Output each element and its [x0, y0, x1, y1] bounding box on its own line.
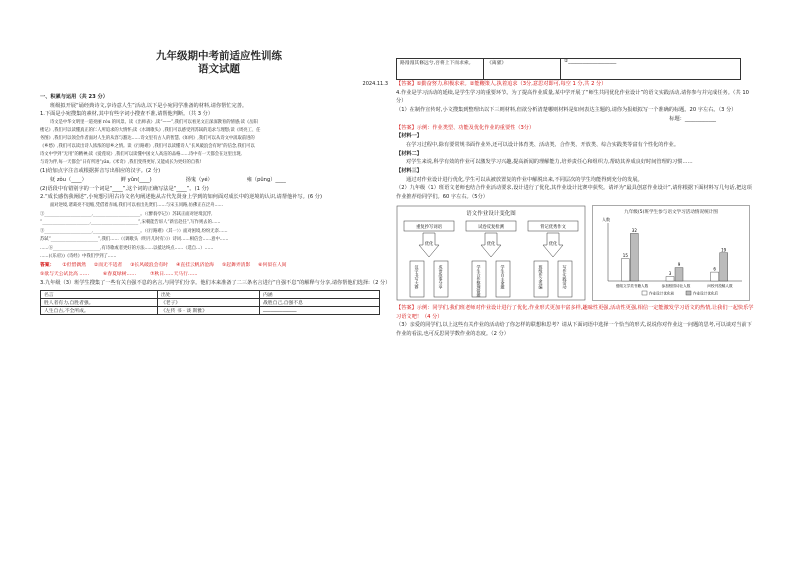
question-2-heading: 2.“成长感伤我阐述”,小宛想引用古诗文名句阐述他从古代先贤身上学到的如何面对成长中的逆境的认识,请帮他补写。(6 分) [40, 194, 322, 201]
figures-row [396, 205, 756, 301]
passage-line: 诗文中学到“无用”的精神;读《爱莲说》,我们可以读懂中国文人高洁的品格……诗中有一天都会在这里出现, [40, 152, 242, 158]
legend-label: 作业设计优化后 [693, 291, 719, 296]
diagram-arrow-label: 优化 [486, 241, 496, 247]
material-text: 对学生来说,科学有效的作业可以激发学习兴趣,提高新闻的理解能力,培养责任心和组织力,帮助其养成良好时间管理的习惯…… [406, 159, 693, 166]
question-4-sub3: （3）亲爱的同学们,以上这些有关作业的活动给了你怎样的联想和思考？请从下面词语中选择一个恰当的形式,说说你对作业这一问题的思考,可以谈对当前下作业的看法,也可反思同学数作业的态度。（2 分） [396, 322, 752, 337]
chart-category-label: 借阅文学类书籍人数 [615, 283, 649, 288]
diagram-top-text: 背记优秀作文 [540, 224, 566, 230]
table-row [397, 59, 741, 80]
table-cell: 战胜自己,自强不息 [260, 299, 380, 307]
answer-item: ⑦秋日……天马行…… [150, 271, 198, 277]
table-header-row [41, 291, 380, 299]
answer-text: 【答案】①勤奋努力,积极求索。②能鞭策人,执着追求（3分,意思对即可,每空 1 分,共 2 分） [396, 81, 607, 87]
diagram-top-text: 试卷反复检测 [478, 224, 504, 230]
exam-subtitle: 语文试题 [198, 63, 240, 75]
legend-swatch-after [686, 291, 691, 295]
answer-item: ②而无不适者 [93, 263, 123, 269]
passage-line: 苏轼“______________________”,我们……（《调歌头（明月几时有）》）诗词……相信会……意中…… [40, 237, 229, 243]
chart-bar [711, 272, 719, 281]
chart-bar [666, 276, 674, 280]
chart-title: 九年级(5)班学生参与语文学习活动情况统计图 [624, 209, 718, 215]
question-1-sub1: (1)给加点字注音或根据拼音写出相应的汉字。(2 分) [40, 168, 161, 175]
pinyin-item: 扬鬼（yé） [185, 176, 213, 183]
passage-line: 面对逆境,诸葛亮不退缩,凭借着赤诚,我们可以看出先贤们……与宋玉同路,仿佛正在泛舟…… [50, 202, 224, 208]
chart-category-label: 问校刊投稿人数 [707, 283, 733, 288]
passage-line: ③______________________,______________________。（《行路难》（其一））面对困境,纷纷无奈…… [40, 228, 228, 234]
diagram-bottom-text: 学生合作整理错题 [476, 264, 482, 297]
diagram-bottom-text: 学生自主命题 [500, 264, 506, 289]
table-cell: 人生自古,不全所成。 [41, 307, 158, 315]
passage-line: 楼记》,我们可以读懂真正的仁人所追求的大情怀;读《水调歌头》,我们可以感受到苏轼的追求与理想;读《周亮工、任 [40, 128, 261, 134]
question-1-passage [40, 119, 398, 167]
chart-data-label: 32 [631, 227, 637, 233]
material-label: 【材料一】 [396, 133, 422, 140]
answer-item: ⑥春夏绿树…… [103, 271, 137, 277]
diagram-bottom-text: 汉字书写大赛 [414, 264, 420, 289]
diagram-arrow-label: 优化 [424, 241, 434, 247]
diagram-arrow-label: 优化 [548, 241, 558, 247]
chart-bar [720, 253, 728, 281]
chart-ylabel: 人数 [602, 216, 610, 222]
chart-bar [675, 267, 683, 280]
material-text: 通过对作业设计进行优化,学生可以从被放置复的作业中解脱出来,不同层次的学生均能得到充分的发展。 [406, 176, 643, 183]
table-cell: ______________ [260, 307, 380, 315]
title-label: 标题：____________ [669, 115, 716, 122]
answer-item: ④直挂云帆济沧海 [176, 263, 214, 269]
chart-data-label: 3 [668, 270, 672, 276]
question-4-heading: 4.作业是学习活动的延续,是学生学习的重要环节。为了提高作业质量,某中学开展了“师生共同优化作业设计”的语文实践活动,请你参与并完成任务。（共 10 分） [396, 89, 749, 105]
answer-item: ⑤起舞弄清影 [221, 263, 251, 269]
material-label: 【材料三】 [396, 168, 422, 175]
diagram-bottom-text: 班级作文选编 [538, 264, 544, 289]
right-page [396, 58, 756, 339]
answer-item: ③长风破浪会有时 [130, 263, 169, 269]
pinyin-item: 雍（pǔnɡ）____ [246, 176, 286, 183]
pinyin-item: 妩 zǒu（____） [50, 176, 87, 183]
chart-bar [630, 233, 638, 281]
chart-category-label: 参加校园诗社人数 [661, 283, 691, 288]
table-cell: ②____________________ [561, 59, 741, 80]
question-4-sub1: （1）在制作宣传时,小文搜集到整理出以下三则材料,但欲分析清楚哪则材料是如何表达主题的,请你为报纸拟写一个准确的标题。20 字左右。（3 分） [396, 107, 737, 114]
table-cell: 胜人者有力,自胜者强。 [41, 299, 158, 307]
quote-continuation-table [396, 58, 741, 80]
passage-line: “______________________,______________________”,宋朝能告诉人“新官赴任”,写作则去的…… [40, 220, 221, 226]
chart-data-label: 9 [677, 261, 681, 267]
legend-swatch-before [642, 291, 647, 295]
answer-label: 答案： [40, 263, 55, 269]
intro-text: 班级拟开展“诵经典诗文,享诗意人生”活动,以下是小宛同学准备的材料,请你帮忙完善。 [50, 102, 248, 109]
table-row [41, 299, 380, 307]
passage-line: 务图》,我们可以领会作者面对人生的从容与豁达……诗文里有古人的智慧,《如何》,我们可以从诗文中汲取前进的 [40, 136, 255, 142]
exam-date: 2024.11.3 [362, 81, 388, 87]
question-4-sub2: （2）九年级（1）班语文老师也结合作业活动要求,设计进行了优化,其作业设计比赛中获奖。请评为“最具创意作业设计”,请你根据下面材料写几句话,把这项作业推荐给同学们。60 字左右。（5分） [396, 185, 752, 201]
answer-item: ①但惜偶然 [62, 263, 86, 269]
section-heading: 一、积累与运用（共 23 分） [40, 94, 108, 100]
passage-line: 诗文是中华文明里一道亮丽 róu 的风景。读《出师表》,读“——”,我们可以看见文正深深教育的情感;读《岳阳 [50, 120, 258, 126]
table-header: 出处 [158, 291, 260, 299]
activity-bar-chart [592, 205, 750, 301]
question-2-answers [40, 262, 398, 271]
table-cell: 《左传 书 · 谈 斯雅》 [158, 307, 260, 315]
diagram-top-text: 重复抄写词语 [416, 224, 442, 230]
chart-bar [621, 259, 629, 281]
passage-line: ①______________________,______________________。（《醉翁亭记》）苏轼正面对逆境沉浮, [40, 211, 213, 217]
diagram-bottom-text: 写作实践活动 [562, 264, 568, 289]
chart-data-label: 6 [713, 266, 716, 272]
answer-item: ⑤欲与天公试比高 …… [40, 271, 89, 277]
question-3-heading: 3.九年级（3）班学生搜集了一些有关自强不息的名言,与同学们分享。他们本来准备了二三条名言进行“自强不息”的解释与分享,请你帮他们选择:（2 分） [40, 280, 391, 287]
legend-label: 作业设计优化前 [649, 291, 675, 296]
table-row [41, 307, 380, 315]
exam-title: 九年级期中考前适应性训练 [156, 50, 282, 62]
table-cell: 《离骚》 [484, 59, 561, 80]
answer-item: ⑥何似在人间 [258, 263, 287, 269]
answer-text: 【答案】示例：作业类型、功能及优化作业的重要性（3分） [396, 124, 535, 131]
pinyin-item: 鲜 yǔn(____) [120, 176, 152, 183]
diagram-bottom-text: 成语故事分享 [438, 264, 444, 289]
table-header: 内涵 [260, 291, 380, 299]
passage-line: 与诗为伴,每一天都会“日有所进”yǎn,《米奇》,我们变得更好,又能成长为更好的自我! [40, 160, 202, 166]
material-text: 在学习过程中,除有要常规书面作业外,还可以设计体育类、活动类、合作类、开放类、综合实践类等富有个性化的作业。 [406, 141, 680, 148]
diagram-title: 语文作业设计变化图 [466, 210, 516, 217]
table-header: 名言 [41, 291, 158, 299]
question-1-sub2: (2)语段中有错别字的一个词是“____”,这个词的正确写法是“____”。(1 分) [40, 185, 209, 192]
homework-change-diagram [396, 205, 586, 301]
table-cell: 《老子》 [158, 299, 260, 307]
material-label: 【材料二】 [396, 150, 422, 157]
quotes-table [40, 290, 380, 315]
left-page [40, 38, 398, 315]
question-2-answers-2 [40, 271, 398, 280]
passage-line: ……⑥______________________,有诗歌或者更好的方法……以抵达终点……（选自…）…… [40, 245, 214, 251]
passage-line: ……(《乐府》)《诗经》中我们学到了…… [40, 254, 117, 260]
question-1-items [40, 176, 398, 185]
answer-text: 【答案】示例：同学们,我们班老师对作业设计进行了优化,作业形式更加丰富多样,趣味性更强,活动性更强,相信一定能激发学习语文的热情,让我们一起快乐学习语文吧！（4 分） [396, 304, 754, 320]
question-2-passage [40, 202, 398, 262]
table-cell: 路漫漫其修远兮,吾将上下而求索。 [397, 59, 484, 80]
chart-data-label: 15 [622, 253, 628, 259]
chart-data-label: 19 [721, 247, 727, 253]
passage-line: 《乡愁》,我们可以读出诗人浓浓的思乡之情。读《行路难》,我们可以读懂诗人“长风破浪会有时”的信念,我们可以 [40, 144, 255, 150]
title-label-text: 标题： [669, 115, 685, 122]
question-1-heading: 1.下面是小宛搜集的素材,其中有些字词小搜查不准,请帮他判断。（共 3 分） [40, 111, 214, 118]
